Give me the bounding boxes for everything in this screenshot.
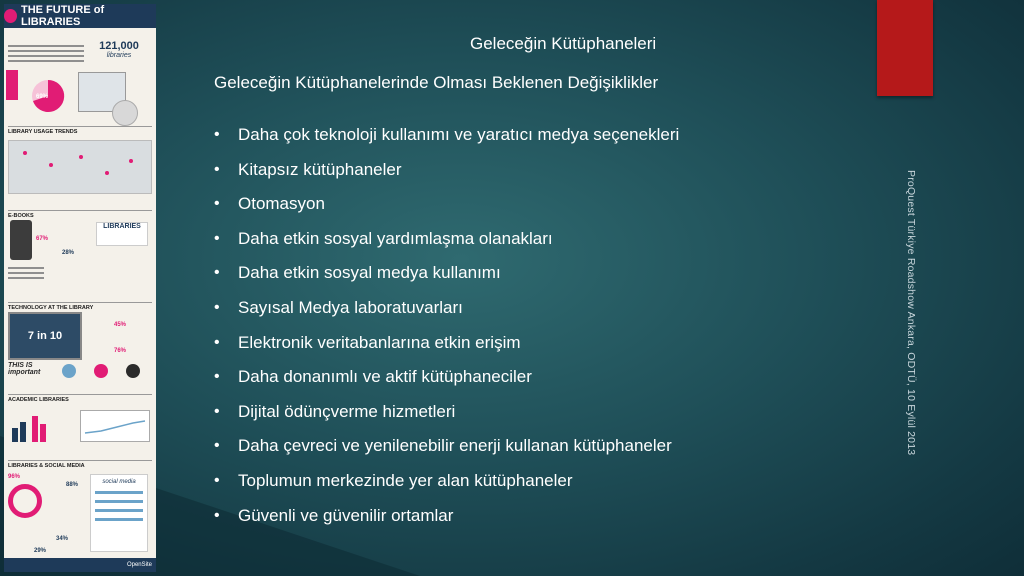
disc-icon: [112, 100, 138, 126]
ebooks-stat-2: 28%: [62, 250, 75, 256]
usage-percent: 69%: [36, 94, 49, 100]
technology-title: TECHNOLOGY AT THE LIBRARY: [8, 302, 152, 311]
ebooks-text: [8, 264, 44, 282]
map-dot: [105, 171, 109, 175]
bullet-item: • Elektronik veritabanlarına etkin erişim: [214, 332, 679, 367]
bullet-item: • Sayısal Medya laboratuvarları: [214, 297, 679, 332]
social-percent-2: 88%: [66, 482, 79, 488]
infographic-footer-brand: OpenSite: [126, 562, 152, 568]
libraries-count-value: 121,000: [99, 40, 139, 52]
academic-bar: [32, 416, 38, 442]
academic-title: ACADEMIC LIBRARIES: [8, 394, 152, 403]
bullet-item: • Kitapsız kütüphaneler: [214, 159, 679, 194]
bullet-item: • Otomasyon: [214, 193, 679, 228]
ereader-icon: [10, 220, 32, 260]
map-dot: [79, 155, 83, 159]
bullet-item: • Daha etkin sosyal medya kullanımı: [214, 262, 679, 297]
libraries-count-label: libraries: [106, 52, 132, 59]
infographic-header: [4, 4, 156, 28]
libraries-lending-label: LIBRARIES: [103, 223, 141, 230]
bullet-item: • Daha çevreci ve yenilenebilir enerji kullanan kütüphaneler: [214, 435, 679, 470]
academic-line-chart: [80, 410, 150, 442]
social-bar: [95, 491, 143, 494]
infographic-logo-icon: [4, 9, 17, 23]
bullet-item: • Daha etkin sosyal yardımlaşma olanakları: [214, 228, 679, 263]
infographic-footer: [4, 558, 156, 572]
line-chart-icon: [81, 411, 149, 441]
slide-title: Geleceğin Kütüphaneleri: [470, 34, 657, 53]
social-media-label: social media: [102, 479, 136, 485]
social-bar: [95, 500, 143, 503]
academic-bar: [20, 422, 26, 442]
map-dot: [129, 159, 133, 163]
map-dot: [23, 151, 27, 155]
social-percent-4: 29%: [34, 548, 47, 554]
academic-bar-chart: [8, 406, 152, 442]
usage-trends-title: LIBRARY USAGE TRENDS: [8, 126, 152, 135]
bullet-item: • Güvenli ve güvenilir ortamlar: [214, 505, 679, 540]
info-icon: [94, 364, 108, 378]
map-dot: [49, 163, 53, 167]
tech-percent-1: 45%: [114, 322, 127, 328]
usage-pie-chart: [24, 74, 72, 122]
ebooks-title: E-BOOKS: [8, 210, 152, 219]
infographic-title: THE FUTURE of LIBRARIES: [21, 4, 105, 28]
academic-bar: [12, 428, 18, 442]
bullet-list: [214, 124, 679, 539]
red-accent-bar: [877, 0, 933, 96]
libraries-count: [88, 40, 150, 59]
social-media-title: LIBRARIES & SOCIAL MEDIA: [8, 460, 152, 469]
briefcase-icon: [126, 364, 140, 378]
slide-subtitle: Geleceğin Kütüphanelerinde Olması Beklenen Değişiklikler: [214, 73, 659, 92]
libraries-lending-box: [96, 222, 148, 246]
academic-bar: [40, 424, 46, 442]
bullet-item: • Toplumun merkezinde yer alan kütüphaneler: [214, 470, 679, 505]
bullet-item: • Daha çok teknoloji kullanımı ve yaratıcı medya seçenekleri: [214, 124, 679, 159]
intro-text: [8, 42, 84, 65]
bullet-item: • Daha donanımlı ve aktif kütüphaneciler: [214, 366, 679, 401]
social-bar: [95, 509, 143, 512]
us-map: [8, 140, 152, 194]
social-media-panel: [90, 474, 148, 552]
tech-percent-2: 76%: [114, 348, 127, 354]
globe-icon: [62, 364, 76, 378]
side-note: ProQuest Türkiye Roadshow Ankara, ODTÜ, 10 Eylül 2013: [905, 170, 917, 456]
social-percent-1: 96%: [8, 474, 21, 480]
laptop-icon: [8, 312, 82, 360]
future-of-libraries-infographic: [4, 4, 156, 572]
social-bar: [95, 518, 143, 521]
ebooks-stat-1: 67%: [36, 236, 49, 242]
tech-stat: 7 in 10: [27, 330, 63, 342]
bullet-item: • Dijital ödünçverme hizmetleri: [214, 401, 679, 436]
social-percent-3: 34%: [56, 536, 69, 542]
social-ring-icon: [8, 484, 42, 518]
important-note: THIS IS important: [8, 362, 41, 376]
pink-ribbon: [6, 70, 18, 100]
